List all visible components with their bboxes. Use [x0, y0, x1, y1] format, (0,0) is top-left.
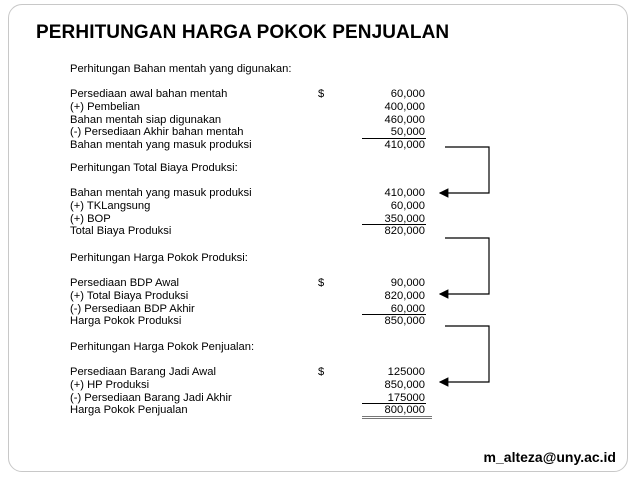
- line-item-label: Total Biaya Produksi: [70, 225, 172, 238]
- author-email: m_alteza@uny.ac.id: [483, 449, 616, 465]
- line-item-label: (+) Total Biaya Produksi: [70, 289, 189, 302]
- line-item-label: (-) Persediaan Akhir bahan mentah: [70, 126, 244, 139]
- line-item-value: 125000: [387, 366, 425, 378]
- line-item-label: (+) Pembelian: [70, 100, 140, 113]
- line-item-value: 460,000: [384, 113, 425, 126]
- line-item-label: Persediaan Barang Jadi Awal: [70, 366, 216, 378]
- currency-symbol: $: [318, 277, 325, 289]
- line-item-value: 350,000: [384, 212, 425, 225]
- line-item-value: 175000: [387, 391, 425, 404]
- line-item-value: 800,000: [384, 404, 425, 417]
- line-item-value: 60,000: [390, 88, 425, 100]
- currency-symbol: $: [318, 366, 325, 378]
- page-title: PERHITUNGAN HARGA POKOK PENJUALAN: [36, 22, 450, 43]
- line-item-value: 850,000: [384, 378, 425, 391]
- line-item-value: 820,000: [384, 225, 425, 238]
- line-item-value: 850,000: [384, 315, 425, 328]
- line-item-value: 60,000: [390, 199, 425, 212]
- line-item-label: (+) BOP: [70, 212, 111, 225]
- currency-symbol: $: [318, 88, 325, 100]
- arrow-to-total-biaya: [440, 147, 489, 193]
- section-heading-text: Perhitungan Bahan mentah yang digunakan:: [70, 63, 292, 75]
- section-heading-text: Perhitungan Harga Pokok Produksi:: [70, 252, 248, 264]
- line-item-label: Bahan mentah yang masuk produksi: [70, 187, 252, 199]
- line-item-label: (+) HP Produksi: [70, 378, 150, 391]
- line-item-label: Harga Pokok Produksi: [70, 315, 182, 328]
- line-item-label: Persediaan BDP Awal: [70, 277, 180, 289]
- line-item-value: 60,000: [390, 302, 425, 315]
- line-item-label: Bahan mentah siap digunakan: [70, 113, 222, 126]
- line-item-label: Persediaan awal bahan mentah: [70, 88, 228, 100]
- arrow-to-hp-penjualan: [440, 326, 489, 382]
- section-heading-text: Perhitungan Harga Pokok Penjualan:: [70, 341, 255, 353]
- line-item-label: (-) Persediaan Barang Jadi Akhir: [70, 391, 232, 404]
- line-item-value: 90,000: [390, 277, 425, 289]
- arrow-to-hp-produksi: [440, 238, 489, 294]
- line-item-label: Bahan mentah yang masuk produksi: [70, 139, 252, 152]
- line-item-label: (+) TKLangsung: [70, 199, 151, 212]
- line-item-value: 50,000: [390, 126, 425, 139]
- line-item-value: 410,000: [384, 187, 425, 199]
- line-item-label: (-) Persediaan BDP Akhir: [70, 302, 195, 315]
- line-item-value: 410,000: [384, 139, 425, 152]
- section-heading-text: Perhitungan Total Biaya Produksi:: [70, 162, 238, 174]
- line-item-value: 400,000: [384, 100, 425, 113]
- line-item-value: 820,000: [384, 289, 425, 302]
- line-item-label: Harga Pokok Penjualan: [70, 404, 188, 417]
